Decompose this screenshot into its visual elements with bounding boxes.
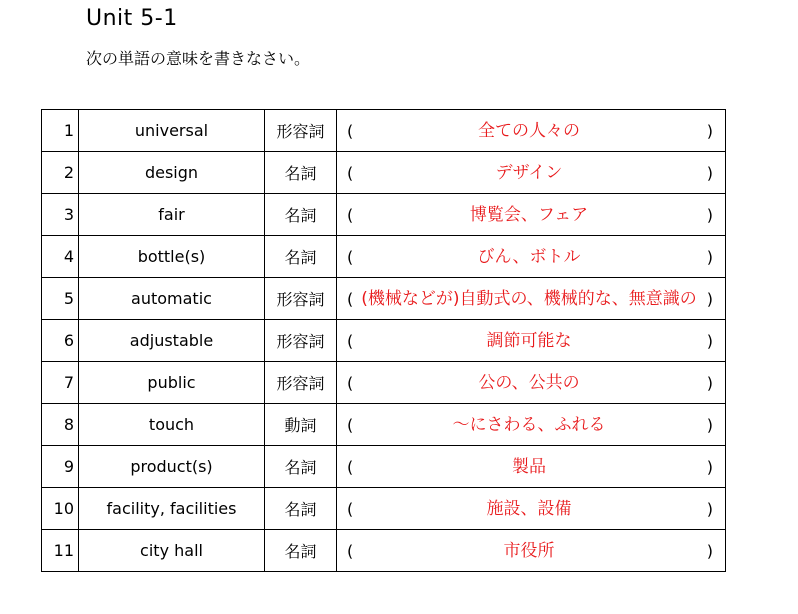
- open-paren: (: [347, 289, 354, 308]
- table-row: [42, 404, 726, 446]
- close-paren: ): [706, 373, 713, 392]
- close-paren: ): [706, 541, 713, 560]
- part-of-speech: 形容詞: [265, 278, 337, 320]
- table-row: [42, 236, 726, 278]
- meaning-cell: [337, 236, 726, 278]
- english-word: city hall: [79, 530, 265, 572]
- english-word: universal: [79, 110, 265, 152]
- english-word: touch: [79, 404, 265, 446]
- open-paren: (: [347, 499, 354, 518]
- part-of-speech: 形容詞: [265, 362, 337, 404]
- english-word: automatic: [79, 278, 265, 320]
- english-word: public: [79, 362, 265, 404]
- japanese-meaning: びん、ボトル: [477, 246, 581, 267]
- part-of-speech: 形容詞: [265, 110, 337, 152]
- english-word: design: [79, 152, 265, 194]
- row-number: 5: [42, 278, 79, 320]
- meaning-cell: [337, 446, 726, 488]
- japanese-meaning: 全ての人々の: [478, 120, 580, 141]
- open-paren: (: [347, 163, 354, 182]
- table-row: [42, 446, 726, 488]
- vocabulary-table: [41, 109, 726, 572]
- meaning-cell: [337, 362, 726, 404]
- open-paren: (: [347, 415, 354, 434]
- instruction-text: 次の単語の意味を書きなさい。: [86, 49, 311, 68]
- open-paren: (: [347, 541, 354, 560]
- table-row: [42, 530, 726, 572]
- page-title: Unit 5-1: [86, 6, 178, 31]
- close-paren: ): [706, 457, 713, 476]
- close-paren: ): [706, 289, 713, 308]
- japanese-meaning: 市役所: [503, 540, 555, 561]
- english-word: facility, facilities: [79, 488, 265, 530]
- open-paren: (: [347, 373, 354, 392]
- part-of-speech: 名詞: [265, 152, 337, 194]
- japanese-meaning: 博覧会、フェア: [469, 204, 589, 225]
- table-row: [42, 152, 726, 194]
- close-paren: ): [706, 163, 713, 182]
- table-row: [42, 488, 726, 530]
- row-number: 2: [42, 152, 79, 194]
- part-of-speech: 名詞: [265, 530, 337, 572]
- close-paren: ): [706, 415, 713, 434]
- open-paren: (: [347, 457, 354, 476]
- meaning-cell: [337, 404, 726, 446]
- row-number: 11: [42, 530, 79, 572]
- part-of-speech: 名詞: [265, 488, 337, 530]
- open-paren: (: [347, 121, 354, 140]
- row-number: 8: [42, 404, 79, 446]
- part-of-speech: 名詞: [265, 446, 337, 488]
- japanese-meaning: 製品: [512, 456, 546, 477]
- meaning-cell: [337, 278, 726, 320]
- table-row: [42, 278, 726, 320]
- japanese-meaning: デザイン: [495, 162, 563, 183]
- meaning-cell: [337, 530, 726, 572]
- english-word: product(s): [79, 446, 265, 488]
- english-word: adjustable: [79, 320, 265, 362]
- table-row: [42, 194, 726, 236]
- close-paren: ): [706, 247, 713, 266]
- table-row: [42, 362, 726, 404]
- row-number: 9: [42, 446, 79, 488]
- part-of-speech: 名詞: [265, 194, 337, 236]
- part-of-speech: 動詞: [265, 404, 337, 446]
- row-number: 10: [42, 488, 79, 530]
- japanese-meaning: 公の、公共の: [478, 372, 580, 393]
- open-paren: (: [347, 331, 354, 350]
- row-number: 4: [42, 236, 79, 278]
- japanese-meaning: 調節可能な: [486, 330, 572, 351]
- japanese-meaning: (機械などが)自動式の、機械的な、無意識の: [361, 288, 697, 309]
- english-word: bottle(s): [79, 236, 265, 278]
- close-paren: ): [706, 499, 713, 518]
- meaning-cell: [337, 110, 726, 152]
- row-number: 6: [42, 320, 79, 362]
- close-paren: ): [706, 205, 713, 224]
- meaning-cell: [337, 320, 726, 362]
- open-paren: (: [347, 205, 354, 224]
- meaning-cell: [337, 488, 726, 530]
- meaning-cell: [337, 152, 726, 194]
- table-row: [42, 110, 726, 152]
- english-word: fair: [79, 194, 265, 236]
- table-row: [42, 320, 726, 362]
- row-number: 7: [42, 362, 79, 404]
- japanese-meaning: ～にさわる、ふれる: [452, 414, 606, 435]
- row-number: 1: [42, 110, 79, 152]
- meaning-cell: [337, 194, 726, 236]
- part-of-speech: 名詞: [265, 236, 337, 278]
- close-paren: ): [706, 121, 713, 140]
- row-number: 3: [42, 194, 79, 236]
- part-of-speech: 形容詞: [265, 320, 337, 362]
- open-paren: (: [347, 247, 354, 266]
- close-paren: ): [706, 331, 713, 350]
- japanese-meaning: 施設、設備: [486, 498, 572, 519]
